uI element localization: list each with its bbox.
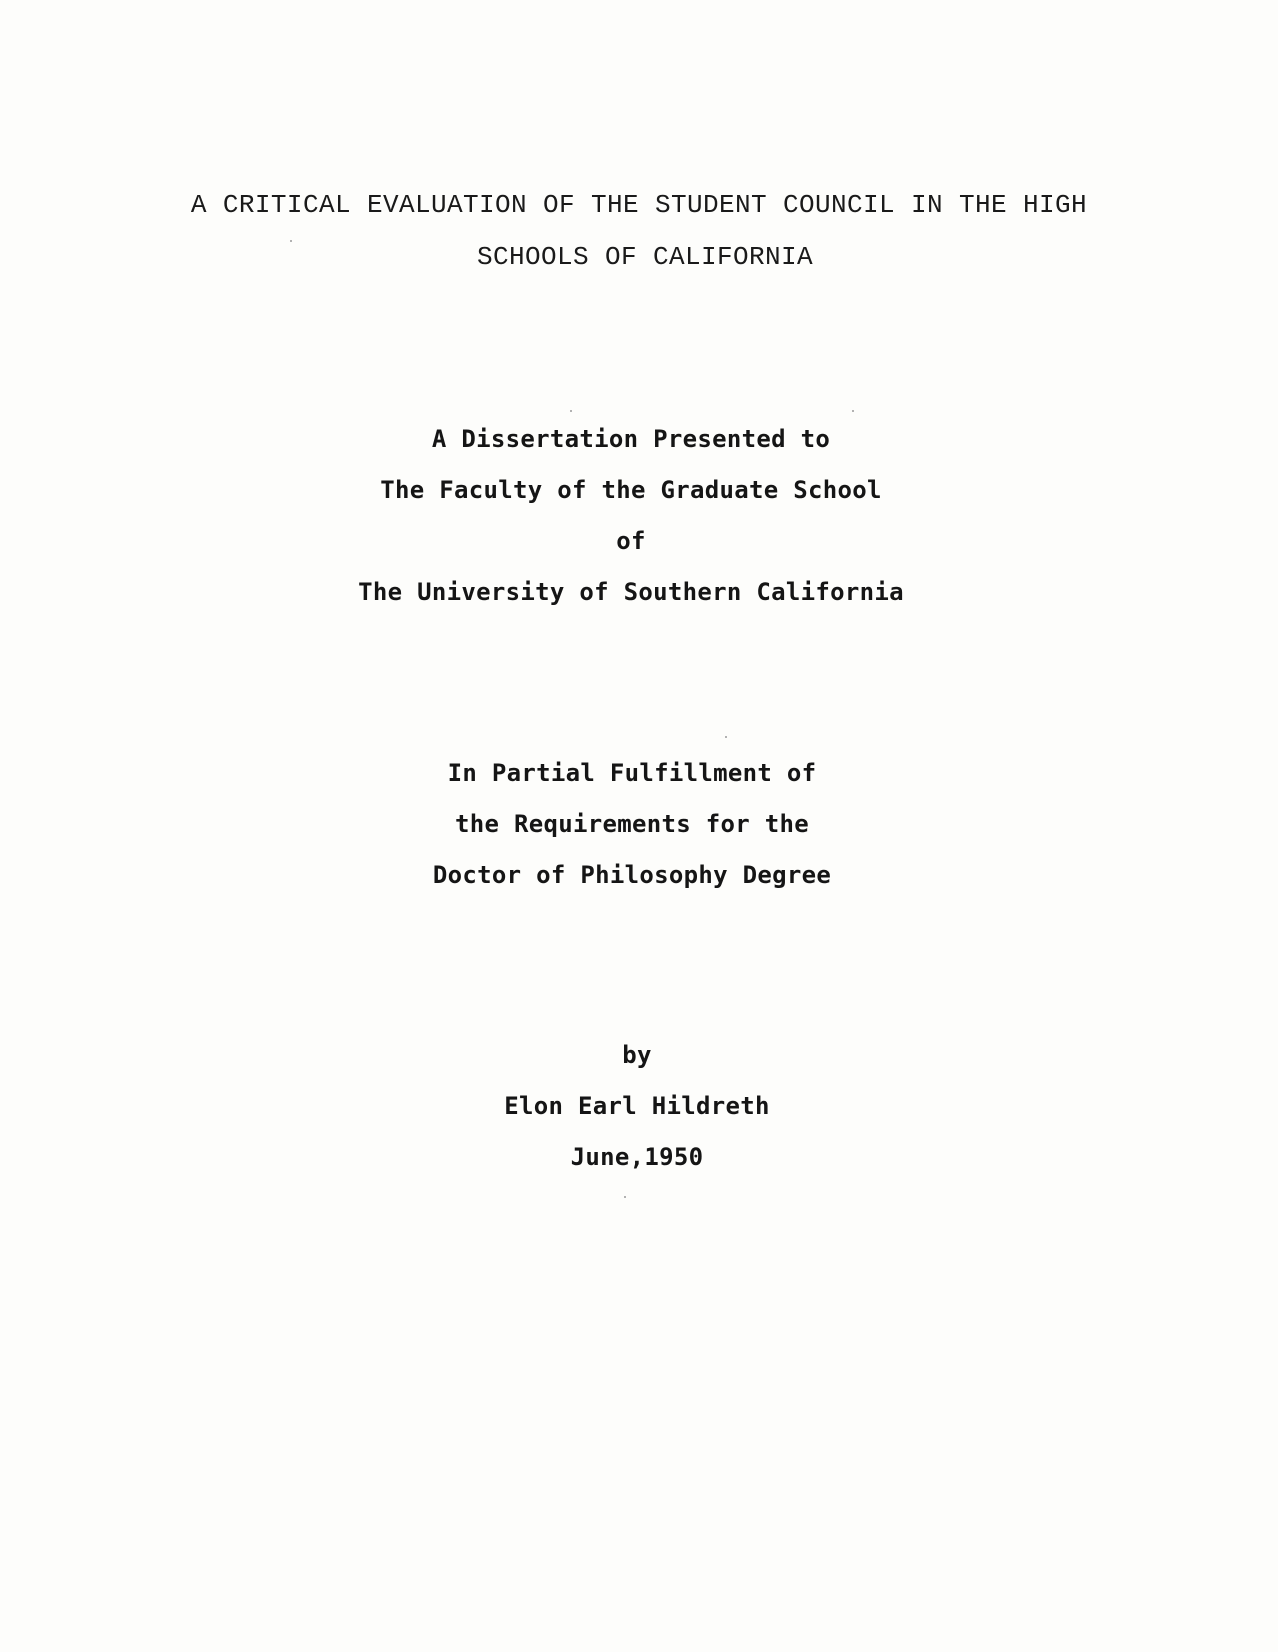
scan-speck <box>624 1196 626 1198</box>
submission-date: June,1950 <box>570 1143 704 1171</box>
fulfillment-line-2: the Requirements for the <box>455 810 809 838</box>
dissertation-title-line-2: SCHOOLS OF CALIFORNIA <box>476 242 814 272</box>
scan-speck <box>570 410 572 412</box>
presentation-line-3: of <box>616 527 646 555</box>
author-by-label: by <box>622 1041 652 1069</box>
author-name: Elon Earl Hildreth <box>504 1092 770 1120</box>
fulfillment-line-3: Doctor of Philosophy Degree <box>432 861 832 889</box>
presentation-line-1: A Dissertation Presented to <box>431 425 831 453</box>
scan-speck <box>290 240 292 242</box>
scan-speck <box>852 410 854 412</box>
fulfillment-line-1: In Partial Fulfillment of <box>447 759 817 787</box>
dissertation-title-line-1: A CRITICAL EVALUATION OF THE STUDENT COUNCIL IN THE HIGH <box>190 190 1088 220</box>
scan-speck <box>725 736 727 738</box>
presentation-line-4: The University of Southern California <box>358 578 904 606</box>
presentation-line-2: The Faculty of the Graduate School <box>380 476 882 504</box>
